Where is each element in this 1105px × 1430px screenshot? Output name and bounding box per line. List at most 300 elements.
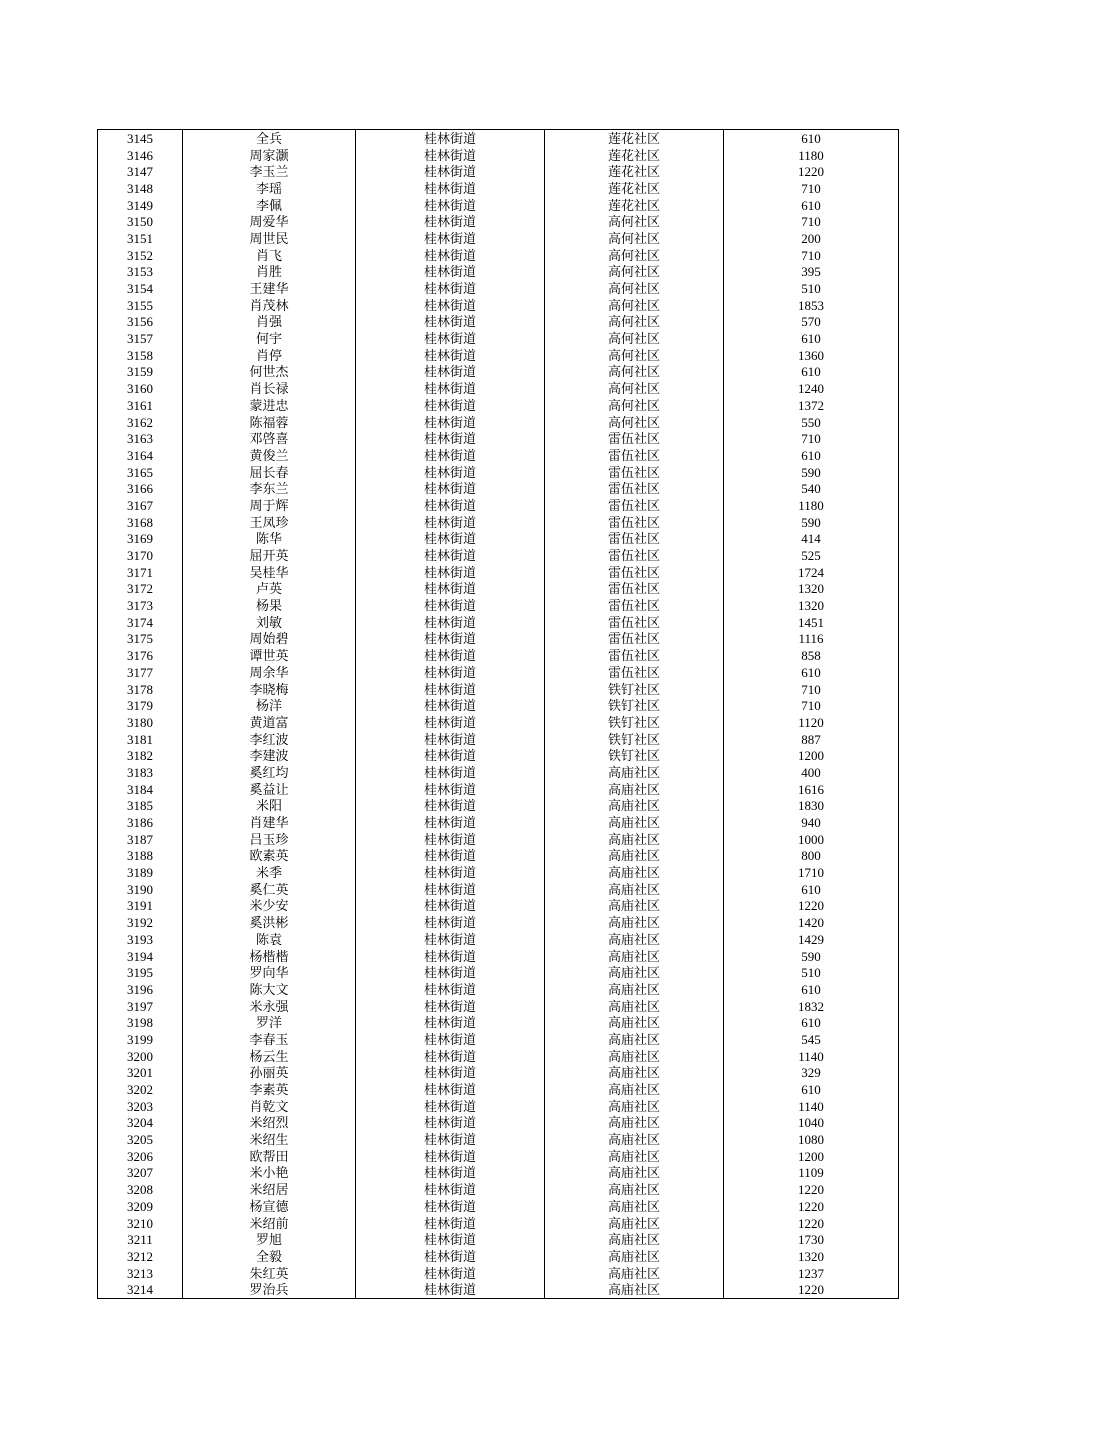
row-number-cell: 3214 — [98, 1281, 183, 1298]
table-row — [98, 681, 899, 698]
row-number-cell: 3210 — [98, 1215, 183, 1232]
community-cell: 莲花社区 — [545, 197, 724, 214]
amount-cell: 550 — [724, 414, 899, 431]
community-cell: 高何社区 — [545, 247, 724, 264]
row-number-cell: 3197 — [98, 998, 183, 1015]
amount-cell: 540 — [724, 480, 899, 497]
street-cell: 桂林街道 — [356, 1148, 545, 1165]
community-cell: 高庙社区 — [545, 931, 724, 948]
row-number-cell: 3198 — [98, 1014, 183, 1031]
street-cell: 桂林街道 — [356, 881, 545, 898]
amount-cell: 510 — [724, 964, 899, 981]
name-cell: 周于辉 — [183, 497, 356, 514]
row-number-cell: 3151 — [98, 230, 183, 247]
amount-cell: 1180 — [724, 497, 899, 514]
row-number-cell: 3211 — [98, 1231, 183, 1248]
community-cell: 高何社区 — [545, 297, 724, 314]
community-cell: 铁钉社区 — [545, 714, 724, 731]
street-cell: 桂林街道 — [356, 480, 545, 497]
community-cell: 铁钉社区 — [545, 681, 724, 698]
street-cell: 桂林街道 — [356, 1181, 545, 1198]
name-cell: 黄道富 — [183, 714, 356, 731]
street-cell: 桂林街道 — [356, 1131, 545, 1148]
row-number-cell: 3196 — [98, 981, 183, 998]
table-row — [98, 1115, 899, 1132]
community-cell: 高庙社区 — [545, 1181, 724, 1198]
community-cell: 高庙社区 — [545, 898, 724, 915]
table-row — [98, 497, 899, 514]
street-cell: 桂林街道 — [356, 1065, 545, 1082]
street-cell: 桂林街道 — [356, 564, 545, 581]
data-table — [97, 129, 899, 1299]
table-row — [98, 998, 899, 1015]
name-cell: 肖胜 — [183, 264, 356, 281]
table-row — [98, 781, 899, 798]
amount-cell: 1220 — [724, 163, 899, 180]
amount-cell: 1000 — [724, 831, 899, 848]
row-number-cell: 3213 — [98, 1265, 183, 1282]
street-cell: 桂林街道 — [356, 581, 545, 598]
street-cell: 桂林街道 — [356, 497, 545, 514]
name-cell: 罗向华 — [183, 964, 356, 981]
row-number-cell: 3182 — [98, 747, 183, 764]
amount-cell: 1180 — [724, 147, 899, 164]
name-cell: 奚仁英 — [183, 881, 356, 898]
community-cell: 雷伍社区 — [545, 480, 724, 497]
name-cell: 奚洪彬 — [183, 914, 356, 931]
community-cell: 高庙社区 — [545, 798, 724, 815]
community-cell: 莲花社区 — [545, 130, 724, 147]
name-cell: 李建波 — [183, 747, 356, 764]
street-cell: 桂林街道 — [356, 230, 545, 247]
name-cell: 朱红英 — [183, 1265, 356, 1282]
name-cell: 米小艳 — [183, 1165, 356, 1182]
row-number-cell: 3184 — [98, 781, 183, 798]
name-cell: 杨果 — [183, 597, 356, 614]
table-row — [98, 1014, 899, 1031]
name-cell: 陈袁 — [183, 931, 356, 948]
row-number-cell: 3183 — [98, 764, 183, 781]
amount-cell: 590 — [724, 514, 899, 531]
street-cell: 桂林街道 — [356, 264, 545, 281]
table-row — [98, 1181, 899, 1198]
community-cell: 雷伍社区 — [545, 430, 724, 447]
table-row — [98, 1165, 899, 1182]
table-row — [98, 264, 899, 281]
community-cell: 高何社区 — [545, 414, 724, 431]
row-number-cell: 3194 — [98, 948, 183, 965]
row-number-cell: 3149 — [98, 197, 183, 214]
street-cell: 桂林街道 — [356, 297, 545, 314]
row-number-cell: 3176 — [98, 647, 183, 664]
table-row — [98, 230, 899, 247]
amount-cell: 1040 — [724, 1115, 899, 1132]
street-cell: 桂林街道 — [356, 364, 545, 381]
row-number-cell: 3178 — [98, 681, 183, 698]
name-cell: 米阳 — [183, 798, 356, 815]
row-number-cell: 3205 — [98, 1131, 183, 1148]
street-cell: 桂林街道 — [356, 247, 545, 264]
community-cell: 高庙社区 — [545, 764, 724, 781]
name-cell: 陈大文 — [183, 981, 356, 998]
name-cell: 周始碧 — [183, 631, 356, 648]
amount-cell: 1220 — [724, 1215, 899, 1232]
community-cell: 雷伍社区 — [545, 464, 724, 481]
street-cell: 桂林街道 — [356, 747, 545, 764]
name-cell: 杨宣德 — [183, 1198, 356, 1215]
name-cell: 李佩 — [183, 197, 356, 214]
name-cell: 周余华 — [183, 664, 356, 681]
community-cell: 雷伍社区 — [545, 497, 724, 514]
street-cell: 桂林街道 — [356, 697, 545, 714]
table-row — [98, 1281, 899, 1298]
community-cell: 高庙社区 — [545, 914, 724, 931]
street-cell: 桂林街道 — [356, 1215, 545, 1232]
amount-cell: 1220 — [724, 1198, 899, 1215]
table-row — [98, 1065, 899, 1082]
community-cell: 高何社区 — [545, 347, 724, 364]
table-row — [98, 864, 899, 881]
table-row — [98, 631, 899, 648]
table-row — [98, 597, 899, 614]
table-row — [98, 614, 899, 631]
table-row — [98, 898, 899, 915]
name-cell: 谭世英 — [183, 647, 356, 664]
row-number-cell: 3170 — [98, 547, 183, 564]
amount-cell: 610 — [724, 197, 899, 214]
name-cell: 杨洋 — [183, 697, 356, 714]
row-number-cell: 3152 — [98, 247, 183, 264]
table-row — [98, 1215, 899, 1232]
street-cell: 桂林街道 — [356, 964, 545, 981]
amount-cell: 1220 — [724, 898, 899, 915]
street-cell: 桂林街道 — [356, 130, 545, 147]
amount-cell: 395 — [724, 264, 899, 281]
community-cell: 高何社区 — [545, 280, 724, 297]
row-number-cell: 3206 — [98, 1148, 183, 1165]
community-cell: 高庙社区 — [545, 1014, 724, 1031]
community-cell: 铁钉社区 — [545, 731, 724, 748]
community-cell: 高何社区 — [545, 314, 724, 331]
name-cell: 李东兰 — [183, 480, 356, 497]
row-number-cell: 3203 — [98, 1098, 183, 1115]
amount-cell: 1109 — [724, 1165, 899, 1182]
row-number-cell: 3169 — [98, 531, 183, 548]
community-cell: 雷伍社区 — [545, 514, 724, 531]
community-cell: 雷伍社区 — [545, 631, 724, 648]
street-cell: 桂林街道 — [356, 1081, 545, 1098]
community-cell: 高何社区 — [545, 213, 724, 230]
street-cell: 桂林街道 — [356, 1265, 545, 1282]
community-cell: 高庙社区 — [545, 1115, 724, 1132]
row-number-cell: 3200 — [98, 1048, 183, 1065]
street-cell: 桂林街道 — [356, 330, 545, 347]
row-number-cell: 3171 — [98, 564, 183, 581]
name-cell: 王凤珍 — [183, 514, 356, 531]
amount-cell: 940 — [724, 814, 899, 831]
street-cell: 桂林街道 — [356, 814, 545, 831]
amount-cell: 590 — [724, 464, 899, 481]
name-cell: 罗旭 — [183, 1231, 356, 1248]
name-cell: 全兵 — [183, 130, 356, 147]
street-cell: 桂林街道 — [356, 347, 545, 364]
row-number-cell: 3208 — [98, 1181, 183, 1198]
name-cell: 何宇 — [183, 330, 356, 347]
table-row — [98, 547, 899, 564]
row-number-cell: 3157 — [98, 330, 183, 347]
community-cell: 高庙社区 — [545, 1198, 724, 1215]
street-cell: 桂林街道 — [356, 514, 545, 531]
street-cell: 桂林街道 — [356, 1098, 545, 1115]
table-row — [98, 1148, 899, 1165]
community-cell: 高庙社区 — [545, 1165, 724, 1182]
table-row — [98, 397, 899, 414]
name-cell: 罗治兵 — [183, 1281, 356, 1298]
community-cell: 高庙社区 — [545, 814, 724, 831]
amount-cell: 1237 — [724, 1265, 899, 1282]
name-cell: 邓啓喜 — [183, 430, 356, 447]
street-cell: 桂林街道 — [356, 864, 545, 881]
row-number-cell: 3204 — [98, 1115, 183, 1132]
name-cell: 米绍烈 — [183, 1115, 356, 1132]
amount-cell: 525 — [724, 547, 899, 564]
table-row — [98, 1131, 899, 1148]
name-cell: 黄俊兰 — [183, 447, 356, 464]
street-cell: 桂林街道 — [356, 798, 545, 815]
amount-cell: 710 — [724, 180, 899, 197]
row-number-cell: 3162 — [98, 414, 183, 431]
street-cell: 桂林街道 — [356, 1031, 545, 1048]
community-cell: 高何社区 — [545, 364, 724, 381]
row-number-cell: 3165 — [98, 464, 183, 481]
table-row — [98, 414, 899, 431]
name-cell: 肖强 — [183, 314, 356, 331]
amount-cell: 858 — [724, 647, 899, 664]
community-cell: 高庙社区 — [545, 1231, 724, 1248]
name-cell: 米季 — [183, 864, 356, 881]
community-cell: 雷伍社区 — [545, 564, 724, 581]
row-number-cell: 3189 — [98, 864, 183, 881]
community-cell: 雷伍社区 — [545, 614, 724, 631]
table-row — [98, 514, 899, 531]
amount-cell: 710 — [724, 697, 899, 714]
table-row — [98, 1048, 899, 1065]
table-row — [98, 280, 899, 297]
community-cell: 铁钉社区 — [545, 697, 724, 714]
amount-cell: 545 — [724, 1031, 899, 1048]
community-cell: 高庙社区 — [545, 964, 724, 981]
table-row — [98, 1248, 899, 1265]
amount-cell: 1200 — [724, 747, 899, 764]
table-row — [98, 297, 899, 314]
table-row — [98, 764, 899, 781]
street-cell: 桂林街道 — [356, 914, 545, 931]
community-cell: 高庙社区 — [545, 848, 724, 865]
name-cell: 王建华 — [183, 280, 356, 297]
street-cell: 桂林街道 — [356, 948, 545, 965]
amount-cell: 610 — [724, 981, 899, 998]
street-cell: 桂林街道 — [356, 180, 545, 197]
table-row — [98, 1198, 899, 1215]
amount-cell: 710 — [724, 681, 899, 698]
row-number-cell: 3188 — [98, 848, 183, 865]
row-number-cell: 3181 — [98, 731, 183, 748]
street-cell: 桂林街道 — [356, 614, 545, 631]
street-cell: 桂林街道 — [356, 981, 545, 998]
street-cell: 桂林街道 — [356, 147, 545, 164]
row-number-cell: 3180 — [98, 714, 183, 731]
community-cell: 莲花社区 — [545, 163, 724, 180]
row-number-cell: 3209 — [98, 1198, 183, 1215]
table-row — [98, 531, 899, 548]
row-number-cell: 3193 — [98, 931, 183, 948]
table-row — [98, 130, 899, 147]
row-number-cell: 3153 — [98, 264, 183, 281]
name-cell: 奚益让 — [183, 781, 356, 798]
name-cell: 米绍生 — [183, 1131, 356, 1148]
street-cell: 桂林街道 — [356, 197, 545, 214]
row-number-cell: 3187 — [98, 831, 183, 848]
table-row — [98, 380, 899, 397]
street-cell: 桂林街道 — [356, 1165, 545, 1182]
community-cell: 雷伍社区 — [545, 647, 724, 664]
street-cell: 桂林街道 — [356, 998, 545, 1015]
row-number-cell: 3212 — [98, 1248, 183, 1265]
street-cell: 桂林街道 — [356, 848, 545, 865]
name-cell: 米绍前 — [183, 1215, 356, 1232]
street-cell: 桂林街道 — [356, 163, 545, 180]
table-row — [98, 447, 899, 464]
name-cell: 蒙进忠 — [183, 397, 356, 414]
street-cell: 桂林街道 — [356, 1014, 545, 1031]
name-cell: 陈华 — [183, 531, 356, 548]
community-cell: 雷伍社区 — [545, 597, 724, 614]
street-cell: 桂林街道 — [356, 1115, 545, 1132]
community-cell: 高庙社区 — [545, 1081, 724, 1098]
community-cell: 高庙社区 — [545, 1031, 724, 1048]
row-number-cell: 3147 — [98, 163, 183, 180]
street-cell: 桂林街道 — [356, 1198, 545, 1215]
amount-cell: 1616 — [724, 781, 899, 798]
name-cell: 周爱华 — [183, 213, 356, 230]
name-cell: 欧素英 — [183, 848, 356, 865]
community-cell: 高庙社区 — [545, 948, 724, 965]
name-cell: 何世杰 — [183, 364, 356, 381]
name-cell: 吴桂华 — [183, 564, 356, 581]
street-cell: 桂林街道 — [356, 414, 545, 431]
amount-cell: 1710 — [724, 864, 899, 881]
row-number-cell: 3158 — [98, 347, 183, 364]
table-row — [98, 647, 899, 664]
amount-cell: 610 — [724, 1014, 899, 1031]
table-row — [98, 1081, 899, 1098]
community-cell: 高何社区 — [545, 264, 724, 281]
row-number-cell: 3190 — [98, 881, 183, 898]
name-cell: 肖长禄 — [183, 380, 356, 397]
row-number-cell: 3150 — [98, 213, 183, 230]
amount-cell: 400 — [724, 764, 899, 781]
table-row — [98, 480, 899, 497]
name-cell: 李瑶 — [183, 180, 356, 197]
row-number-cell: 3164 — [98, 447, 183, 464]
community-cell: 高庙社区 — [545, 1265, 724, 1282]
row-number-cell: 3166 — [98, 480, 183, 497]
community-cell: 高庙社区 — [545, 1048, 724, 1065]
table-row — [98, 798, 899, 815]
table-row — [98, 714, 899, 731]
table-row — [98, 330, 899, 347]
table-row — [98, 1031, 899, 1048]
amount-cell: 800 — [724, 848, 899, 865]
street-cell: 桂林街道 — [356, 380, 545, 397]
row-number-cell: 3195 — [98, 964, 183, 981]
name-cell: 屈长春 — [183, 464, 356, 481]
row-number-cell: 3175 — [98, 631, 183, 648]
name-cell: 周世民 — [183, 230, 356, 247]
name-cell: 孙丽英 — [183, 1065, 356, 1082]
row-number-cell: 3172 — [98, 581, 183, 598]
street-cell: 桂林街道 — [356, 831, 545, 848]
street-cell: 桂林街道 — [356, 681, 545, 698]
name-cell: 李晓梅 — [183, 681, 356, 698]
row-number-cell: 3177 — [98, 664, 183, 681]
amount-cell: 610 — [724, 130, 899, 147]
street-cell: 桂林街道 — [356, 898, 545, 915]
name-cell: 李玉兰 — [183, 163, 356, 180]
amount-cell: 1240 — [724, 380, 899, 397]
amount-cell: 710 — [724, 213, 899, 230]
table-row — [98, 430, 899, 447]
amount-cell: 1220 — [724, 1281, 899, 1298]
name-cell: 周家灏 — [183, 147, 356, 164]
row-number-cell: 3154 — [98, 280, 183, 297]
table-row — [98, 931, 899, 948]
table-row — [98, 364, 899, 381]
amount-cell: 1116 — [724, 631, 899, 648]
amount-cell: 1360 — [724, 347, 899, 364]
street-cell: 桂林街道 — [356, 531, 545, 548]
table-row — [98, 881, 899, 898]
name-cell: 米少安 — [183, 898, 356, 915]
name-cell: 全毅 — [183, 1248, 356, 1265]
amount-cell: 414 — [724, 531, 899, 548]
street-cell: 桂林街道 — [356, 664, 545, 681]
community-cell: 高何社区 — [545, 330, 724, 347]
amount-cell: 1730 — [724, 1231, 899, 1248]
street-cell: 桂林街道 — [356, 547, 545, 564]
table-body — [98, 130, 899, 1299]
table-row — [98, 180, 899, 197]
amount-cell: 610 — [724, 881, 899, 898]
community-cell: 高庙社区 — [545, 1098, 724, 1115]
name-cell: 肖停 — [183, 347, 356, 364]
amount-cell: 1372 — [724, 397, 899, 414]
table-row — [98, 464, 899, 481]
table-row — [98, 1098, 899, 1115]
row-number-cell: 3186 — [98, 814, 183, 831]
street-cell: 桂林街道 — [356, 314, 545, 331]
amount-cell: 1420 — [724, 914, 899, 931]
row-number-cell: 3148 — [98, 180, 183, 197]
community-cell: 雷伍社区 — [545, 547, 724, 564]
community-cell: 高何社区 — [545, 397, 724, 414]
amount-cell: 1320 — [724, 1248, 899, 1265]
table-row — [98, 581, 899, 598]
community-cell: 雷伍社区 — [545, 447, 724, 464]
name-cell: 米永强 — [183, 998, 356, 1015]
row-number-cell: 3185 — [98, 798, 183, 815]
community-cell: 雷伍社区 — [545, 664, 724, 681]
